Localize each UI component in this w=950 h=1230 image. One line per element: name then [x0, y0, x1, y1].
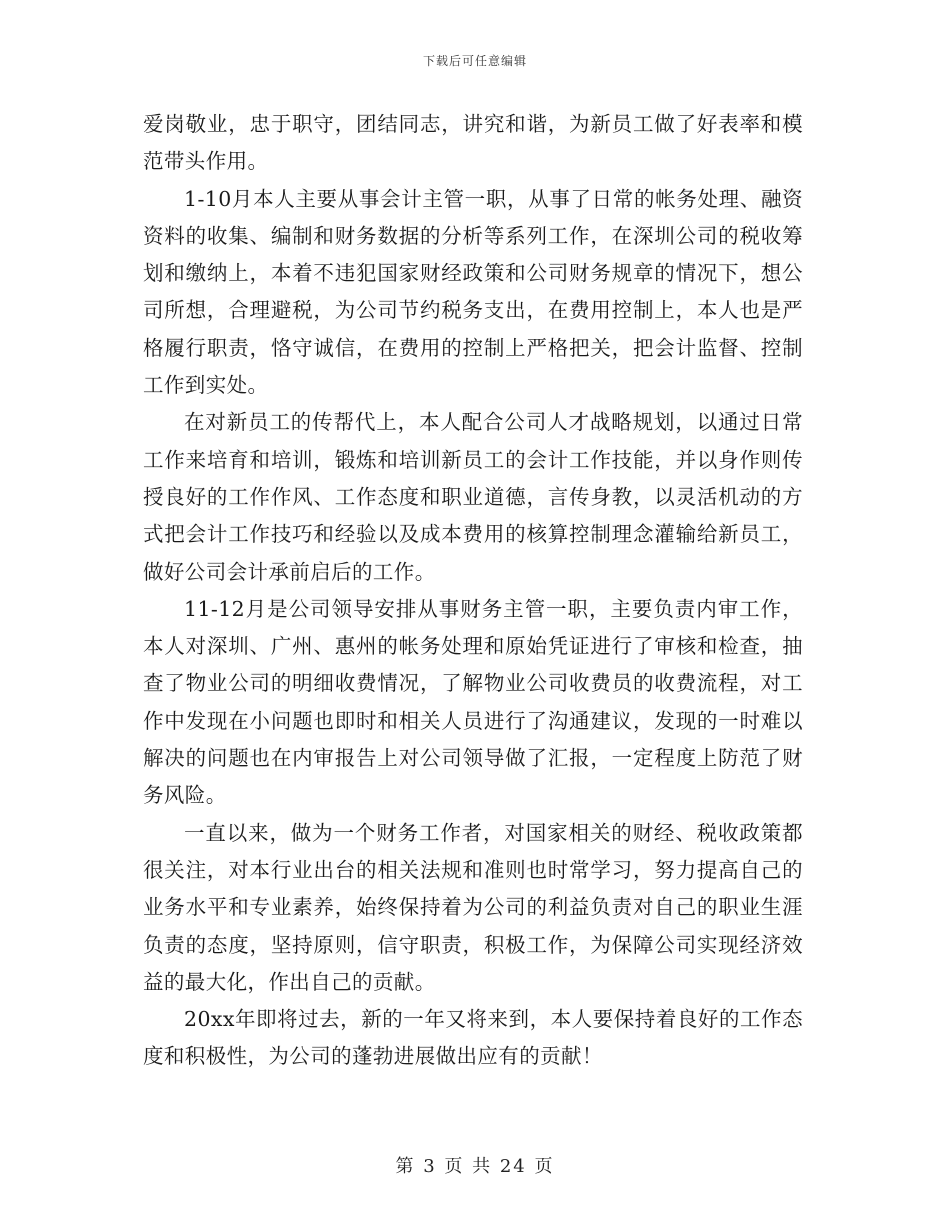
paragraph-continuation: 爱岗敬业，忠于职守，团结同志，讲究和谐，为新员工做了好表率和模范带头作用。	[143, 112, 803, 174]
document-body	[143, 106, 803, 1076]
paragraph-new-staff-training: 在对新员工的传帮代上，本人配合公司人才战略规划，以通过日常工作来培育和培训，锻炼和培训新员工的会计工作技能，并以身作则传授良好的工作作风、工作态度和职业道德，言传身教，以灵活机动的方式把会计工作技巧和经验以及成本费用的核算控制理念灌输给新员工，做好公司会计承前启后的工作。	[143, 410, 803, 584]
paragraph-accounting-supervisor: 1-10月本人主要从事会计主管一职，从事了日常的帐务处理、融资资料的收集、编制和财务数据的分析等系列工作，在深圳公司的税收筹划和缴纳上，本着不违犯国家财经政策和公司财务规章的情况下，想公司所想，合理避税，为公司节约税务支出，在费用控制上，本人也是严格履行职责，恪守诚信，在费用的控制上严格把关，把会计监督、控制工作到实处。	[143, 186, 803, 398]
paragraph-finance-supervisor: 11-12月是公司领导安排从事财务主管一职，主要负责内审工作，本人对深圳、广州、惠州的帐务处理和原始凭证进行了审核和检查，抽查了物业公司的明细收费情况，了解物业公司收费员的收费流程，对工作中发现在小问题也即时和相关人员进行了沟通建议，发现的一时难以解决的问题也在内审报告上对公司领导做了汇报，一定程度上防范了财务风险。	[143, 596, 803, 808]
paragraph-closing: 20xx年即将过去，新的一年又将来到，本人要保持着良好的工作态度和积极性，为公司的蓬勃进展做出应有的贡献！	[143, 1007, 803, 1069]
page-header-note: 下载后可任意编辑	[422, 54, 527, 68]
paragraph-professional-attitude: 一直以来，做为一个财务工作者，对国家相关的财经、税收政策都很关注，对本行业出台的相关法规和准则也时常学习，努力提高自己的业务水平和专业素养，始终保持着为公司的利益负责对自己的职业生涯负责的态度，坚持原则，信守职责，积极工作，为保障公司实现经济效益的最大化，作出自己的贡献。	[143, 820, 803, 994]
page-number-footer: 第 3 页 共 24 页	[395, 1156, 555, 1177]
